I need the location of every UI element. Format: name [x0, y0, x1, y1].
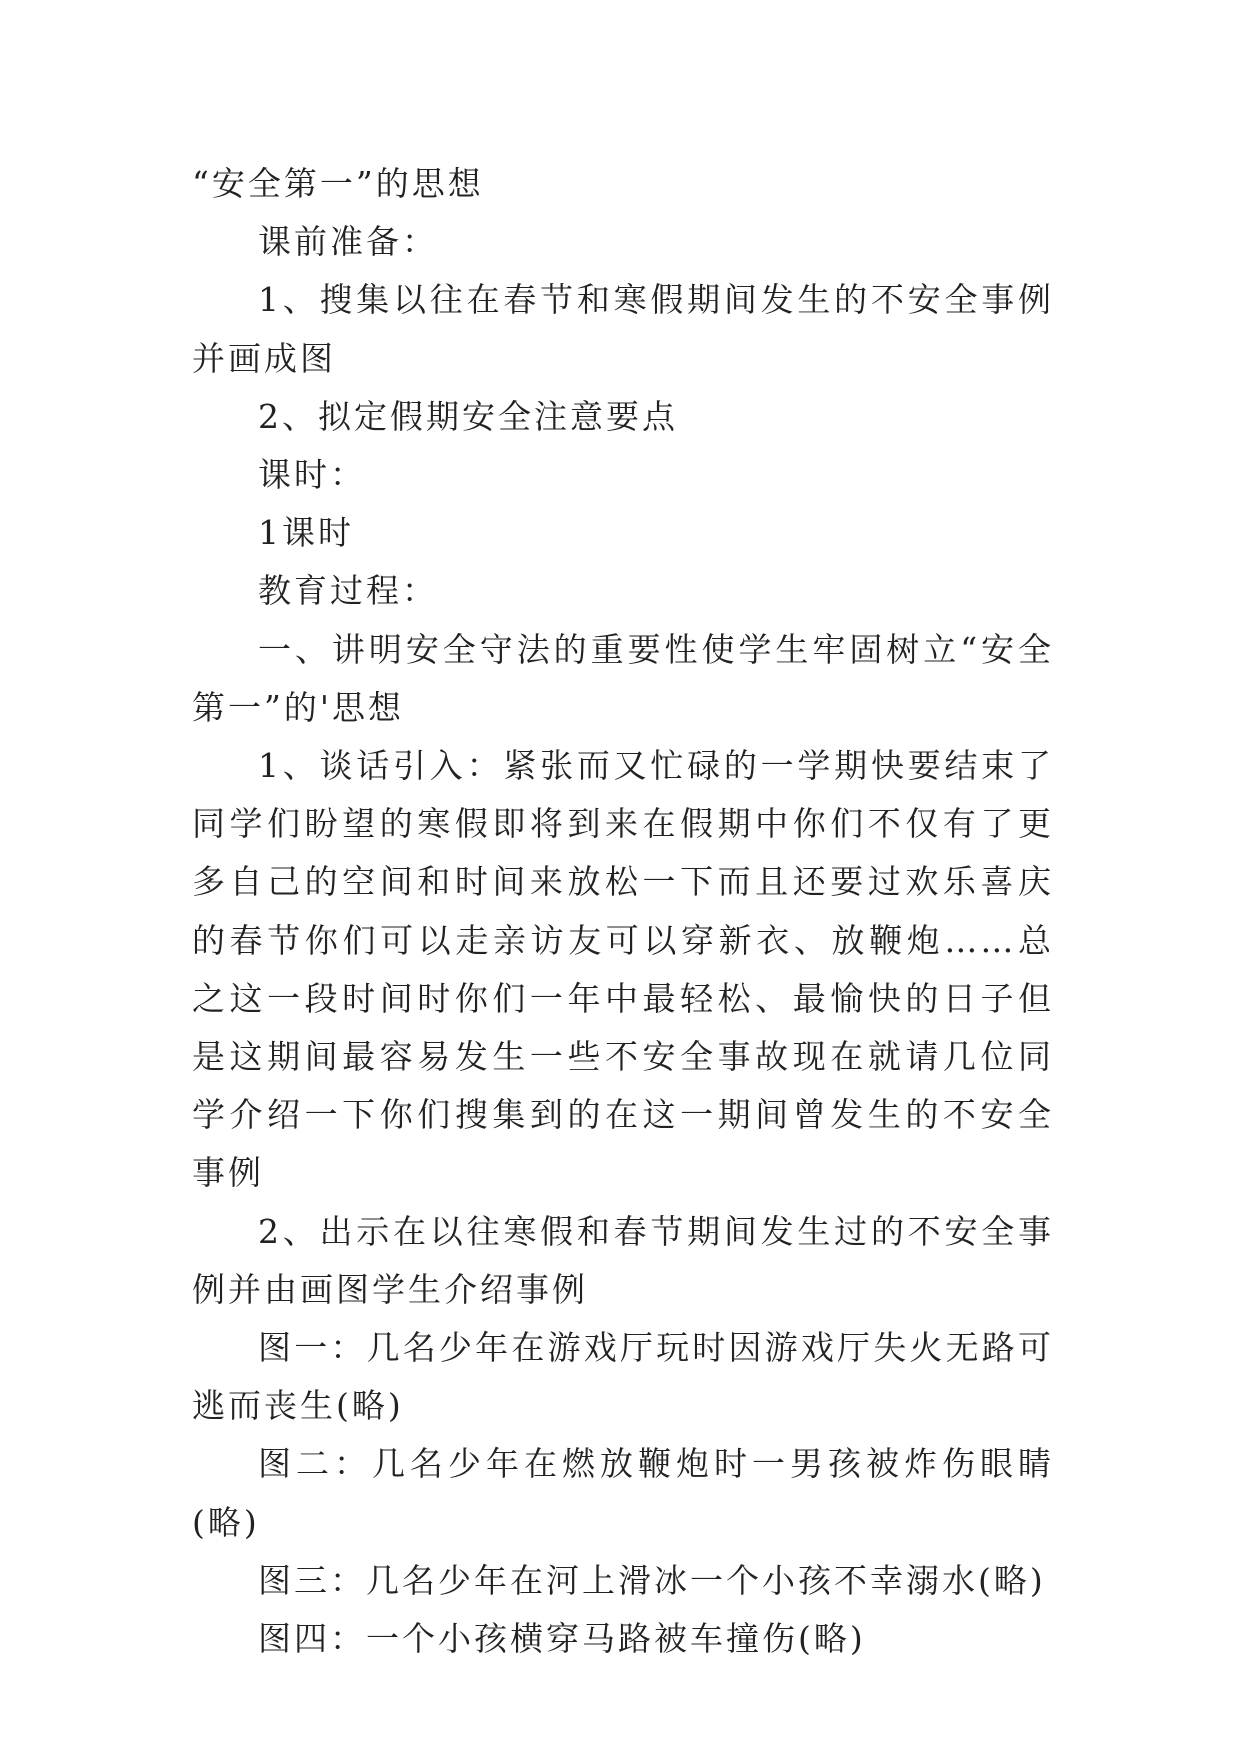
paragraph-class-hours-heading: 课时： — [258, 455, 366, 495]
paragraph-continued-heading: “安全第一”的思想 — [192, 164, 484, 203]
paragraph-process-heading: 教育过程： — [258, 571, 438, 611]
paragraph-preparation-1: 1、搜集以往在春节和寒假期间发生的不安全事例并画成图 — [192, 280, 1054, 378]
paragraph-introduction: 1、谈话引入：紧张而又忙碌的一学期快要结束了同学们盼望的寒假即将到来在假期中你们不仅有了更多自己的空间和时间来放松一下而且还要过欢乐喜庆的春节你们可以走亲访友可以穿新衣、放鞭炮……总之这一段时间时你们一年中最轻松、最愉快的日子但是这期间最容易发生一些不安全事故现在就请几位同学介绍一下你们搜集到的在这一期间曾发生的不安全事例 — [192, 746, 1054, 1193]
paragraph-class-hours-value: 1课时 — [258, 513, 354, 553]
paragraph-figure-2: 图二：几名少年在燃放鞭炮时一男孩被炸伤眼睛(略) — [192, 1444, 1054, 1542]
paragraph-preparation-2: 2、拟定假期安全注意要点 — [258, 396, 678, 436]
paragraph-figure-1: 图一：几名少年在游戏厅玩时因游戏厅失火无路可逃而丧生(略) — [192, 1328, 1054, 1426]
paragraph-section-1-heading: 一、讲明安全守法的重要性使学生牢固树立“安全第一”的'思想 — [192, 629, 1054, 727]
paragraph-figure-4: 图四：一个小孩横穿马路被车撞伤(略) — [258, 1619, 866, 1659]
paragraph-show-examples: 2、出示在以往寒假和春节期间发生过的不安全事例并由画图学生介绍事例 — [192, 1211, 1054, 1309]
paragraph-preparation-heading: 课前准备： — [258, 222, 438, 262]
document-body — [192, 155, 1054, 1668]
paragraph-figure-3: 图三：几名少年在河上滑冰一个小孩不幸溺水(略) — [258, 1560, 1046, 1600]
